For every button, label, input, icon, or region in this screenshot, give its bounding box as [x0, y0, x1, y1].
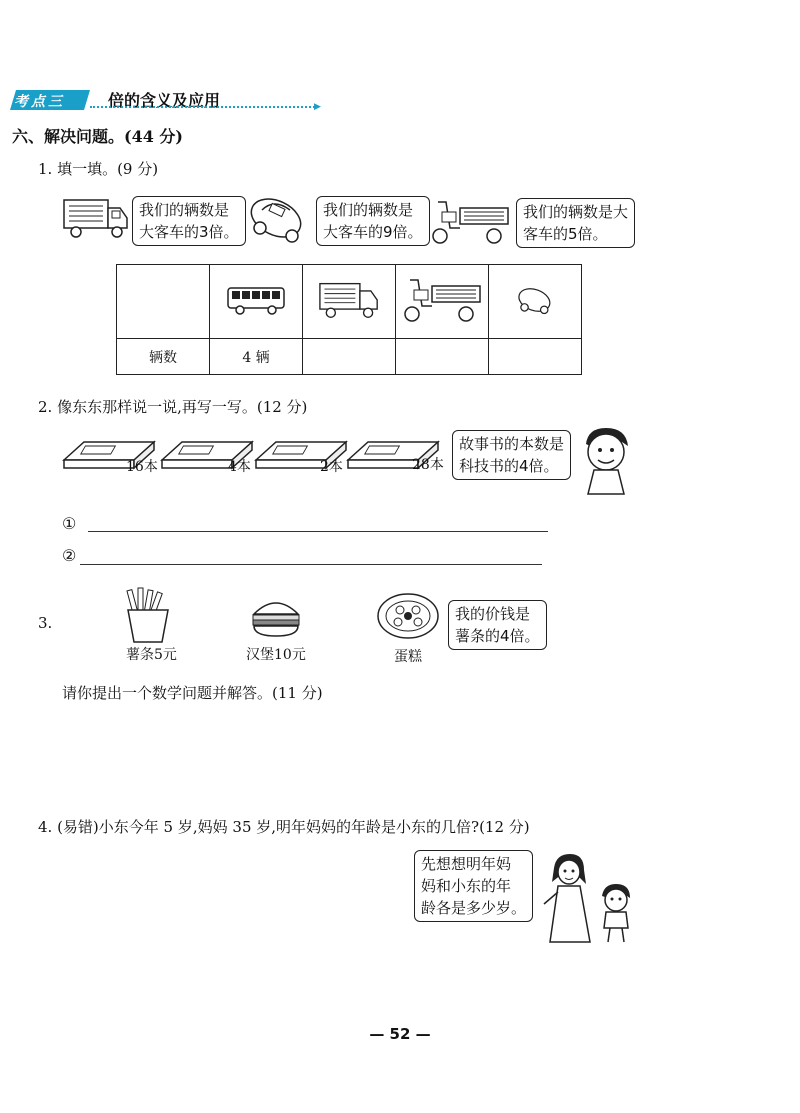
fries-price-label: 薯条5元: [126, 647, 177, 663]
q1-title: 1. 填一填。(9 分): [38, 160, 159, 178]
q3-prompt: 请你提出一个数学问题并解答。(11 分): [62, 684, 323, 702]
book-1-count: 16本: [126, 459, 158, 475]
mother-illustration: [540, 852, 596, 948]
part-heading: 六、解决问题。(44 分): [12, 127, 183, 146]
car-icon: [515, 284, 555, 316]
book-2-count: 4本: [228, 459, 251, 475]
fries-illustration: [120, 586, 176, 648]
table-cell-bus-count: 4 辆: [210, 339, 303, 375]
q2-answer-line-1[interactable]: [88, 531, 548, 532]
table-header-bus: [210, 265, 303, 339]
q2-answer-line-2[interactable]: [80, 564, 542, 565]
q1-count-table: [116, 264, 582, 375]
book-3-count: 2本: [320, 459, 343, 475]
tricycle-illustration: [428, 198, 512, 250]
section-title: 倍的含义及应用: [108, 91, 221, 110]
table-header-truck: [303, 265, 396, 339]
table-cell-truck-blank[interactable]: [303, 339, 396, 375]
xiaodong-illustration: [596, 882, 636, 948]
q3-speech-bubble: 我的价钱是 薯条的4倍。: [448, 600, 547, 650]
q2-speech-bubble: 故事书的本数是 科技书的4倍。: [452, 430, 571, 480]
section-divider: [90, 106, 318, 108]
truck-icon: [314, 280, 384, 320]
burger-illustration: [250, 596, 302, 642]
q2-blank-2-marker: ②: [62, 546, 77, 565]
q1-tricycle-speech-bubble: 我们的辆数是大 客车的5倍。: [516, 198, 635, 248]
table-header-blank: [117, 265, 210, 339]
q1-truck-speech-bubble: 我们的辆数是 大客车的3倍。: [132, 196, 246, 246]
q1-car-speech-bubble: 我们的辆数是 大客车的9倍。: [316, 196, 430, 246]
tricycle-icon: [400, 276, 484, 324]
q2-title: 2. 像东东那样说一说,再写一写。(12 分): [38, 398, 308, 416]
table-row-label: 辆数: [117, 339, 210, 375]
table-cell-car-blank[interactable]: [489, 339, 582, 375]
book-4-count: 28本: [412, 457, 444, 473]
table-cell-tricycle-blank[interactable]: [396, 339, 489, 375]
q2-blank-1-marker: ①: [62, 514, 77, 533]
burger-price-label: 汉堡10元: [246, 647, 306, 663]
q4-speech-bubble: 先想想明年妈 妈和小东的年 龄各是多少岁。: [414, 850, 533, 922]
divider-arrow-icon: ▶: [314, 102, 321, 112]
page-number: — 52 —: [369, 1025, 431, 1043]
q3-number: 3.: [38, 614, 53, 632]
bus-icon: [226, 284, 286, 316]
q4-title: 4. (易错)小东今年 5 岁,妈妈 35 岁,明年妈妈的年龄是小东的几倍?(12 分): [38, 818, 530, 836]
table-header-car: [489, 265, 582, 339]
car-illustration: [246, 192, 308, 248]
cake-illustration: [376, 590, 440, 646]
truck-illustration: [62, 196, 130, 244]
boy-dongdong-illustration: [578, 424, 634, 500]
cake-label: 蛋糕: [394, 649, 422, 665]
table-header-tricycle: [396, 265, 489, 339]
section-tag-label: 考点三: [14, 94, 65, 110]
